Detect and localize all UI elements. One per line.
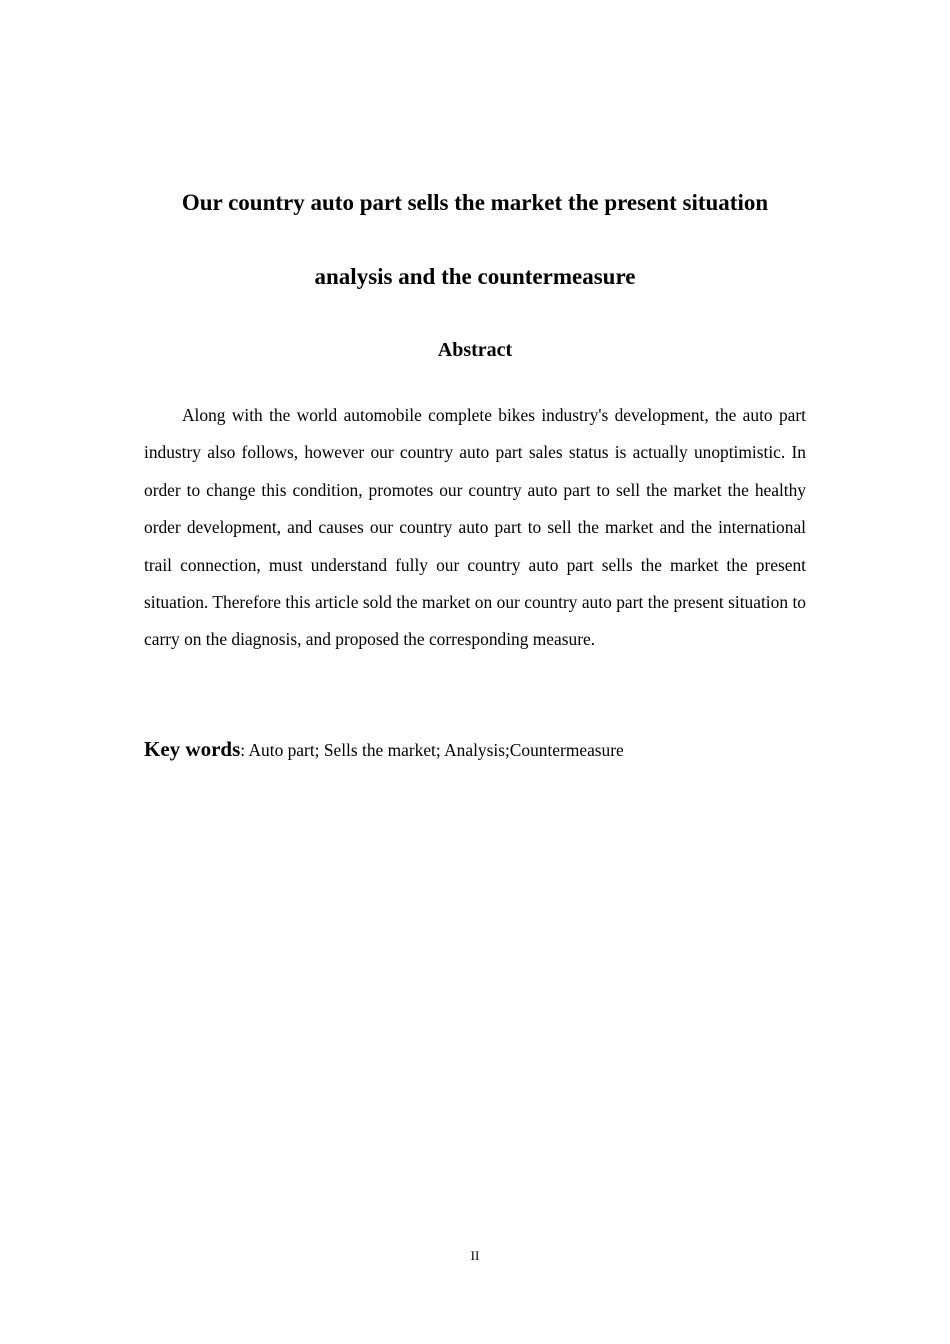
- keywords-value: Auto part; Sells the market; Analysis;Countermeasure: [245, 740, 624, 760]
- keywords-separator: :: [240, 740, 246, 760]
- keywords-label: Key words: [144, 737, 241, 761]
- paper-title-line-2: analysis and the countermeasure: [314, 264, 636, 289]
- keywords-line: [144, 734, 844, 765]
- abstract-paragraph: Along with the world automobile complete bikes industry's development, the auto part industry also follows, however our country auto part sales status is actually unoptimistic. In order to change this condition, promotes our country auto part to sell the market the healthy order development, and causes our country auto part to sell the market and the international trail connection, must understand fully our country auto part sells the market the present situation. Therefore this article sold the market on our country auto part the present situation to carry on the diagnosis, and proposed the corresponding measure.: [144, 405, 806, 650]
- paper-title-line-1: Our country auto part sells the market the present situation: [181, 190, 769, 215]
- page-number: II: [470, 1248, 480, 1263]
- abstract-heading: Abstract: [437, 339, 513, 361]
- paper-title: [0, 166, 950, 314]
